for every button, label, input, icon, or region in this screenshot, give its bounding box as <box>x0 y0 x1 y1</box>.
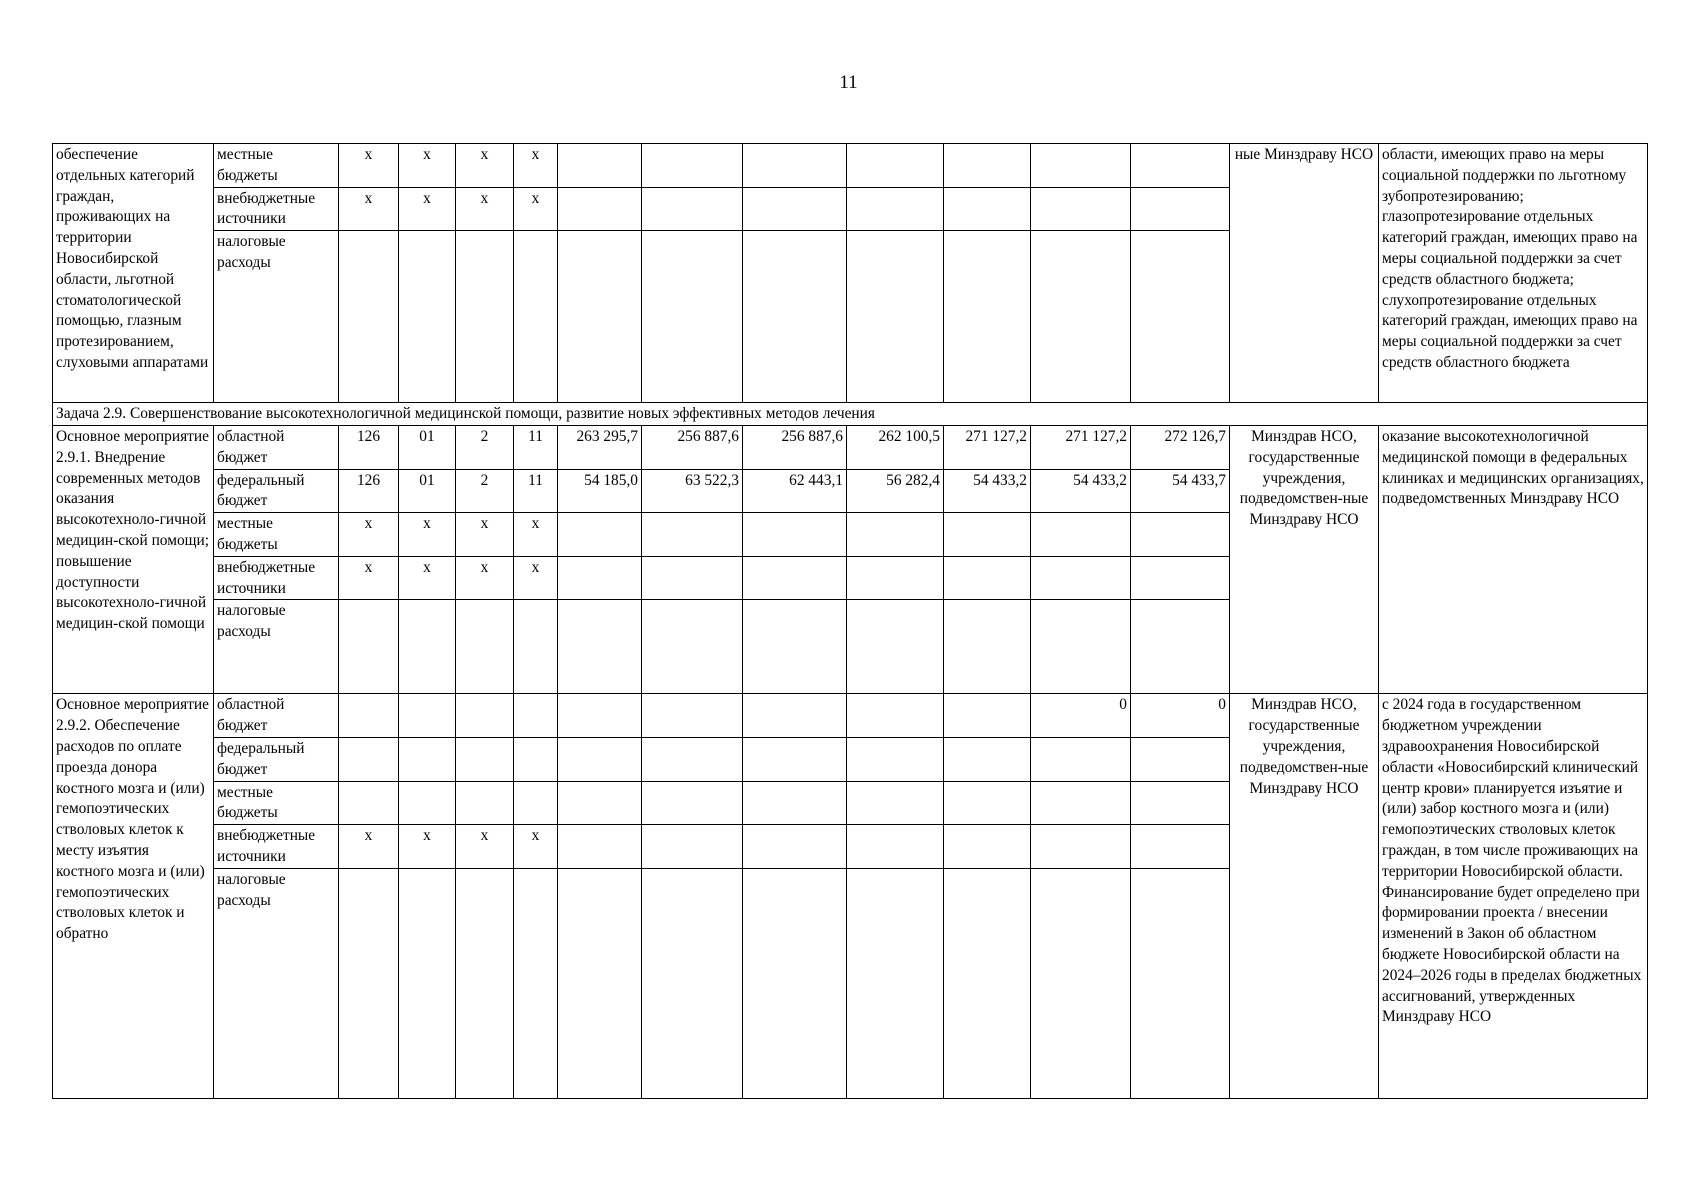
amount-cell <box>558 600 642 694</box>
budget-code-cell: x <box>339 187 399 231</box>
funding-source-cell: областной бюджет <box>214 425 339 469</box>
budget-code-cell <box>514 737 558 781</box>
funding-source-cell: местные бюджеты <box>214 144 339 188</box>
budget-code-cell: x <box>514 187 558 231</box>
budget-code-cell <box>456 868 514 1098</box>
budget-code-cell: x <box>514 144 558 188</box>
amount-cell: 54 433,7 <box>1131 469 1230 513</box>
task-title: Задача 2.9. Совершенствование высокотехнологичной медицинской помощи, развитие новых эффективных методов лечения <box>53 403 1648 426</box>
budget-code-cell <box>456 694 514 738</box>
table-body <box>53 144 1648 1099</box>
table-row <box>53 425 1648 469</box>
amount-cell <box>847 694 944 738</box>
result-cell: области, имеющих право на меры социальной поддержки по льготному зубопротезированию; глазопротезирование отдельных категорий граждан, имеющих право на меры социальной поддержки за счет средств областного бюджета; слухопротезирование отдельных категорий граждан, имеющих право на меры социальной поддержки за счет средств областного бюджета <box>1379 144 1648 403</box>
amount-cell <box>1031 513 1131 557</box>
budget-code-cell: x <box>456 187 514 231</box>
amount-cell <box>743 231 847 403</box>
budget-code-cell <box>339 231 399 403</box>
budget-code-cell: 11 <box>514 425 558 469</box>
funding-source-cell: внебюджетные источники <box>214 187 339 231</box>
budget-code-cell <box>514 231 558 403</box>
amount-cell <box>558 868 642 1098</box>
amount-cell <box>1131 600 1230 694</box>
budget-code-cell <box>399 231 456 403</box>
budget-code-cell: x <box>456 556 514 600</box>
amount-cell <box>847 187 944 231</box>
page-number: 11 <box>839 72 858 93</box>
amount-cell <box>1031 781 1131 825</box>
amount-cell: 271 127,2 <box>944 425 1031 469</box>
budget-code-cell <box>514 694 558 738</box>
amount-cell <box>944 513 1031 557</box>
funding-source-cell: областной бюджет <box>214 694 339 738</box>
amount-cell <box>1131 781 1230 825</box>
budget-code-cell <box>339 737 399 781</box>
amount-cell <box>944 868 1031 1098</box>
budget-code-cell: x <box>339 556 399 600</box>
amount-cell <box>847 231 944 403</box>
amount-cell <box>642 513 743 557</box>
amount-cell: 54 185,0 <box>558 469 642 513</box>
budget-code-cell <box>399 600 456 694</box>
amount-cell <box>642 187 743 231</box>
amount-cell <box>1031 187 1131 231</box>
amount-cell <box>558 737 642 781</box>
budget-code-cell <box>339 600 399 694</box>
amount-cell <box>847 737 944 781</box>
amount-cell: 263 295,7 <box>558 425 642 469</box>
budget-code-cell: x <box>456 513 514 557</box>
budget-code-cell: x <box>399 187 456 231</box>
amount-cell <box>558 187 642 231</box>
funding-source-cell: налоговые расходы <box>214 868 339 1098</box>
budget-code-cell: 2 <box>456 469 514 513</box>
amount-cell <box>642 868 743 1098</box>
executor-cell: Минздрав НСО, государственные учреждения, подведомствен-ные Минздраву НСО <box>1230 425 1379 693</box>
amount-cell <box>1131 144 1230 188</box>
amount-cell <box>743 825 847 869</box>
budget-code-cell <box>514 781 558 825</box>
amount-cell <box>558 556 642 600</box>
amount-cell <box>944 825 1031 869</box>
amount-cell <box>944 600 1031 694</box>
funding-source-cell: налоговые расходы <box>214 231 339 403</box>
amount-cell: 63 522,3 <box>642 469 743 513</box>
amount-cell <box>847 868 944 1098</box>
budget-code-cell <box>339 694 399 738</box>
budget-code-cell: x <box>399 144 456 188</box>
amount-cell <box>743 781 847 825</box>
amount-cell: 0 <box>1031 694 1131 738</box>
budget-code-cell: x <box>456 825 514 869</box>
amount-cell <box>847 825 944 869</box>
budget-code-cell <box>339 781 399 825</box>
amount-cell: 256 887,6 <box>642 425 743 469</box>
amount-cell: 54 433,2 <box>1031 469 1131 513</box>
budget-code-cell: 2 <box>456 425 514 469</box>
executor-cell: ные Минздраву НСО <box>1230 144 1379 403</box>
amount-cell <box>944 737 1031 781</box>
funding-source-cell: внебюджетные источники <box>214 825 339 869</box>
table-row <box>53 144 1648 188</box>
amount-cell <box>558 825 642 869</box>
amount-cell <box>642 825 743 869</box>
amount-cell <box>847 781 944 825</box>
budget-code-cell: x <box>399 825 456 869</box>
amount-cell <box>1031 231 1131 403</box>
budget-code-cell: 126 <box>339 425 399 469</box>
budget-code-cell: x <box>339 825 399 869</box>
amount-cell <box>1131 868 1230 1098</box>
executor-cell: Минздрав НСО, государственные учреждения, подведомствен-ные Минздраву НСО <box>1230 694 1379 1098</box>
budget-code-cell <box>514 600 558 694</box>
amount-cell <box>847 600 944 694</box>
amount-cell <box>1131 556 1230 600</box>
amount-cell <box>743 600 847 694</box>
budget-code-cell: x <box>514 825 558 869</box>
amount-cell <box>1131 825 1230 869</box>
budget-code-cell <box>399 868 456 1098</box>
funding-source-cell: местные бюджеты <box>214 513 339 557</box>
amount-cell <box>642 737 743 781</box>
table-row <box>53 694 1648 738</box>
amount-cell <box>1031 600 1131 694</box>
amount-cell <box>743 513 847 557</box>
budget-code-cell <box>456 600 514 694</box>
budget-code-cell <box>339 868 399 1098</box>
amount-cell <box>1131 737 1230 781</box>
activity-cell: Основное мероприятие 2.9.1. Внедрение современных методов оказания высокотехноло-гичной медицин-ской помощи; повышение доступности высокотехноло-гичной медицин-ской помощи <box>53 425 214 693</box>
budget-code-cell: 01 <box>399 425 456 469</box>
amount-cell <box>944 231 1031 403</box>
budget-code-cell: 11 <box>514 469 558 513</box>
budget-code-cell: x <box>339 144 399 188</box>
amount-cell <box>743 737 847 781</box>
amount-cell <box>944 556 1031 600</box>
amount-cell <box>944 781 1031 825</box>
amount-cell <box>743 694 847 738</box>
amount-cell <box>642 144 743 188</box>
amount-cell <box>642 556 743 600</box>
budget-code-cell: x <box>339 513 399 557</box>
amount-cell <box>558 781 642 825</box>
amount-cell: 262 100,5 <box>847 425 944 469</box>
amount-cell <box>847 144 944 188</box>
result-cell: с 2024 года в государственном бюджетном учреждении здравоохранения Новосибирской области «Новосибирский клинический центр крови» планируется изъятие и (или) забор костного мозга и (или) гемопоэтических стволовых клеток граждан, в том числе проживающих на территории Новосибирской области. Финансирование будет определено при формировании проекта / внесении изменений в Закон об областном бюджете Новосибирской области на 2024–2026 годы в пределах бюджетных ассигнований, утвержденных Минздраву НСО <box>1379 694 1648 1098</box>
amount-cell <box>1031 144 1131 188</box>
amount-cell: 271 127,2 <box>1031 425 1131 469</box>
funding-source-cell: налоговые расходы <box>214 600 339 694</box>
amount-cell: 256 887,6 <box>743 425 847 469</box>
amount-cell <box>558 231 642 403</box>
amount-cell <box>1031 868 1131 1098</box>
budget-code-cell: 01 <box>399 469 456 513</box>
amount-cell <box>743 187 847 231</box>
amount-cell <box>847 513 944 557</box>
budget-code-cell <box>514 868 558 1098</box>
amount-cell <box>1131 187 1230 231</box>
result-cell: оказание высокотехнологичной медицинской помощи в федеральных клиниках и медицинских организациях, подведомственных Минздраву НСО <box>1379 425 1648 693</box>
amount-cell: 272 126,7 <box>1131 425 1230 469</box>
budget-code-cell: x <box>399 556 456 600</box>
amount-cell <box>642 694 743 738</box>
amount-cell <box>944 694 1031 738</box>
amount-cell <box>558 144 642 188</box>
budget-code-cell <box>399 781 456 825</box>
amount-cell <box>558 694 642 738</box>
funding-source-cell: местные бюджеты <box>214 781 339 825</box>
amount-cell <box>1131 513 1230 557</box>
activity-cell: Основное мероприятие 2.9.2. Обеспечение расходов по оплате проезда донора костного мозга и (или) гемопоэтических стволовых клеток к месту изъятия костного мозга и (или) гемопоэтических стволовых клеток и обратно <box>53 694 214 1098</box>
amount-cell <box>642 231 743 403</box>
amount-cell <box>1031 737 1131 781</box>
amount-cell: 0 <box>1131 694 1230 738</box>
amount-cell <box>743 556 847 600</box>
budget-code-cell: x <box>514 513 558 557</box>
amount-cell: 56 282,4 <box>847 469 944 513</box>
program-table <box>52 143 1648 1099</box>
amount-cell <box>743 144 847 188</box>
amount-cell <box>944 187 1031 231</box>
budget-code-cell: x <box>456 144 514 188</box>
amount-cell <box>642 781 743 825</box>
budget-code-cell: x <box>399 513 456 557</box>
amount-cell <box>642 600 743 694</box>
activity-cell: обеспечение отдельных категорий граждан, проживающих на территории Новосибирской области, льготной стоматологической помощью, глазным протезированием, слуховыми аппаратами <box>53 144 214 403</box>
amount-cell <box>1131 231 1230 403</box>
funding-source-cell: федеральный бюджет <box>214 737 339 781</box>
amount-cell: 62 443,1 <box>743 469 847 513</box>
budget-code-cell <box>399 737 456 781</box>
budget-code-cell <box>456 737 514 781</box>
amount-cell <box>847 556 944 600</box>
amount-cell <box>558 513 642 557</box>
budget-code-cell <box>456 781 514 825</box>
budget-code-cell <box>399 694 456 738</box>
funding-source-cell: федеральный бюджет <box>214 469 339 513</box>
amount-cell <box>743 868 847 1098</box>
amount-cell <box>1031 825 1131 869</box>
funding-source-cell: внебюджетные источники <box>214 556 339 600</box>
task-row <box>53 403 1648 426</box>
amount-cell <box>944 144 1031 188</box>
budget-code-cell: x <box>514 556 558 600</box>
amount-cell: 54 433,2 <box>944 469 1031 513</box>
budget-code-cell: 126 <box>339 469 399 513</box>
budget-code-cell <box>456 231 514 403</box>
amount-cell <box>1031 556 1131 600</box>
